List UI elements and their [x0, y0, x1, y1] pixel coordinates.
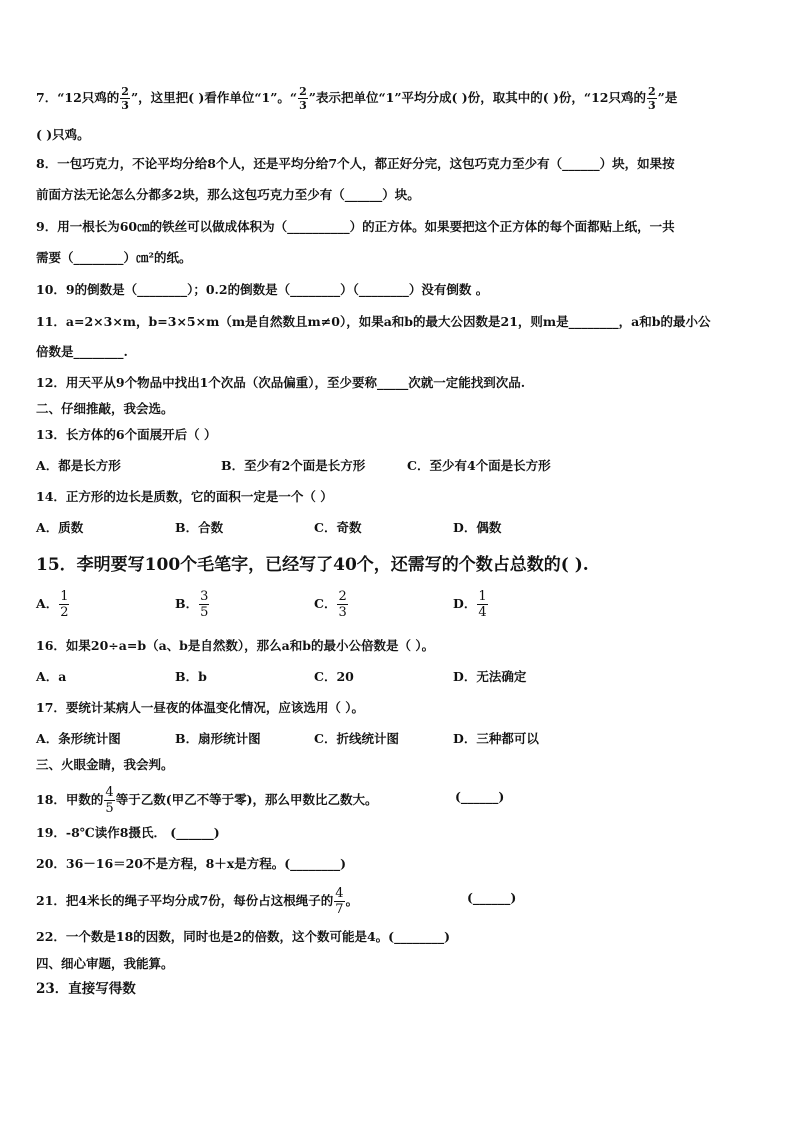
option-b[interactable]: B．至少有2个面是长方形 — [221, 458, 366, 473]
option-c[interactable]: C．20 — [314, 669, 354, 684]
option-d[interactable]: D．三种都可以 — [453, 731, 539, 746]
question-11-cont: 倍数是________. — [36, 344, 128, 359]
fraction: $\frac{3}{5}$ — [200, 589, 209, 620]
option-d[interactable]: D．无法确定 — [453, 669, 527, 684]
question-19: 19．-8℃读作8摄氏． (______) — [36, 825, 220, 840]
question-22: 22．一个数是18的因数，同时也是2的倍数，这个数可能是4。(________) — [36, 929, 451, 944]
option-c[interactable]: C．折线统计图 — [314, 731, 399, 746]
answer-blank[interactable]: (______) — [467, 890, 517, 905]
question-16: 16．如果20÷a=b（a、b是自然数），那么a和b的最小公倍数是（ ）。 — [36, 638, 435, 653]
question-12: 12．用天平从9个物品中找出1个次品（次品偏重），至少要称_____次就一定能找到次品. — [36, 375, 526, 390]
fraction: $\frac{2}{3}$ — [647, 85, 656, 112]
section-4-heading: 四、细心审题，我能算。 — [36, 956, 174, 971]
question-20: 20．36－16＝20不是方程，8＋x是方程。(________) — [36, 856, 347, 871]
answer-blank[interactable]: (______) — [455, 789, 505, 804]
option-c[interactable]: C．奇数 — [314, 520, 362, 535]
question-21: 21．把4米长的绳子平均分成7份，每份占这根绳子的 $\frac{4}{7}$ 。 — [36, 886, 359, 917]
question-15: 15．李明要写100个毛笔字，已经写了40个，还需写的个数占总数的( ). — [36, 555, 589, 575]
section-2-heading: 二、仔细推敲，我会选。 — [36, 401, 174, 416]
option-a[interactable]: A．质数 — [36, 520, 84, 535]
section-3-heading: 三、火眼金睛，我会判。 — [36, 757, 174, 772]
option-a[interactable]: A．都是长方形 — [36, 458, 121, 473]
question-11: 11．a=2×3×m，b=3×5×m（m是自然数且m≠0），如果a和b的最大公因数是21，则m是________，a和b的最小公 — [36, 314, 711, 329]
question-7-cont: ( )只鸡。 — [36, 127, 90, 142]
option-a[interactable]: A． $\frac{1}{2}$ — [36, 589, 69, 620]
option-b[interactable]: B．合数 — [175, 520, 224, 535]
option-b[interactable]: B．b — [175, 669, 207, 684]
question-8: 8．一包巧克力，不论平均分给8个人，还是平均分给7个人，都正好分完，这包巧克力至少有（______）块，如果按 — [36, 156, 675, 171]
option-a[interactable]: A．条形统计图 — [36, 731, 121, 746]
question-9-cont: 需要（________）㎝²的纸。 — [36, 250, 192, 265]
fraction: $\frac{2}{3}$ — [121, 85, 129, 112]
option-b[interactable]: B． $\frac{3}{5}$ — [175, 589, 209, 620]
fraction: $\frac{2}{3}$ — [338, 589, 347, 620]
option-d[interactable]: D． $\frac{1}{4}$ — [453, 589, 487, 620]
option-b[interactable]: B．扇形统计图 — [175, 731, 261, 746]
option-c[interactable]: C． $\frac{2}{3}$ — [314, 589, 347, 620]
option-d[interactable]: D．偶数 — [453, 520, 502, 535]
option-a[interactable]: A．a — [36, 669, 67, 684]
fraction: $\frac{4}{7}$ — [335, 886, 344, 917]
fraction: $\frac{1}{4}$ — [478, 589, 487, 620]
question-7: 7．“12只鸡的 $\frac{2}{3}$ ”，这里把( )看作单位“1”。“ $\frac{2}{3}$ ”表示把单位“1”平均分成( )份，取其中的( )份，“12只鸡的 $\frac{2}{3}$ ”是 — [36, 85, 678, 112]
question-23: 23．直接写得数 — [36, 981, 136, 997]
fraction: $\frac{1}{2}$ — [60, 589, 69, 620]
fraction: $\frac{2}{3}$ — [299, 85, 307, 112]
question-17: 17．要统计某病人一昼夜的体温变化情况，应该选用（ ）。 — [36, 700, 364, 715]
question-8-cont: 前面方法无论怎么分都多2块，那么这包巧克力至少有（______）块。 — [36, 187, 420, 202]
fraction: $\frac{4}{5}$ — [105, 785, 114, 816]
question-14: 14．正方形的边长是质数，它的面积一定是一个（ ） — [36, 489, 333, 504]
question-13: 13．长方体的6个面展开后（ ） — [36, 427, 217, 442]
question-10: 10．9的倒数是（________）；0.2的倒数是（________）（________）没有倒数 。 — [36, 282, 489, 297]
option-c[interactable]: C．至少有4个面是长方形 — [407, 458, 551, 473]
question-9: 9．用一根长为60㎝的铁丝可以做成体积为（__________）的正方体。如果要把这个正方体的每个面都贴上纸，一共 — [36, 219, 675, 234]
question-18: 18．甲数的 $\frac{4}{5}$ 等于乙数(甲乙不等于零)，那么甲数比乙数大。 — [36, 785, 378, 816]
